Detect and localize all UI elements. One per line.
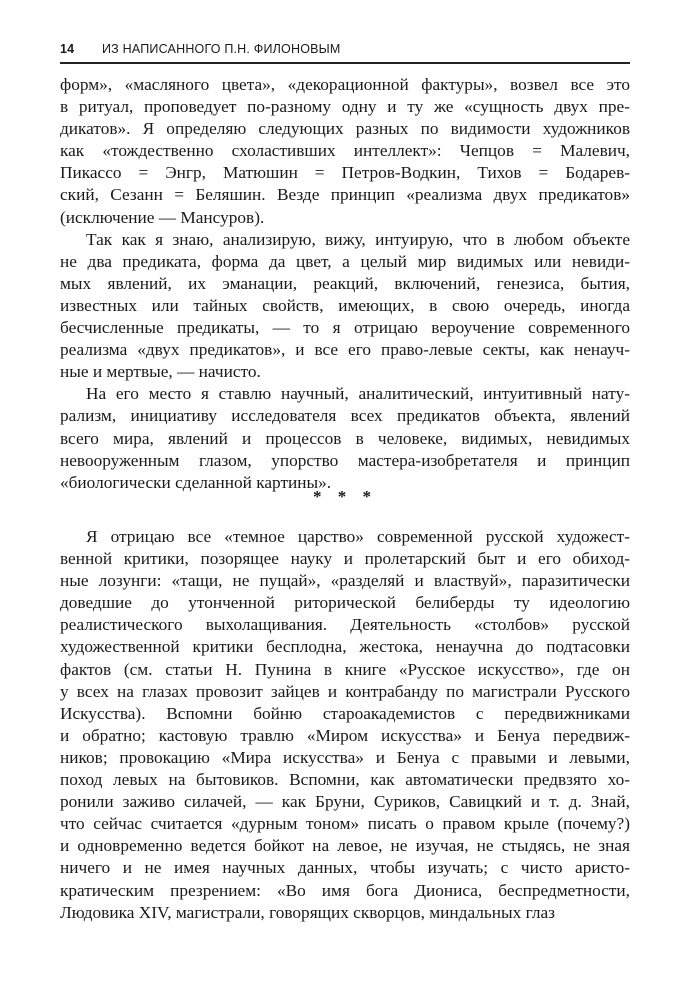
text-line: ные и мертвые, — начисто.: [60, 362, 261, 382]
text-line: мых явлений, их эманации, реакций, включений, генезиса, бытия,: [60, 273, 630, 293]
text-line: бесчисленные предикаты, — то я отрицаю вероучение современного: [60, 318, 630, 338]
text-line: Искусства). Вспомни бойню староакадемистов с передвижниками: [60, 703, 630, 723]
text-line: На его место я ставлю научный, аналитический, интуитивный нату-: [86, 384, 630, 404]
text-line: художественной критики бесплодна, жестока, ненаучна до подтасовки: [60, 637, 630, 657]
running-title: ИЗ НАПИСАННОГО П.Н. ФИЛОНОВЫМ: [102, 42, 341, 56]
text-line: и одновременно ведется бойкот на левое, не изучая, не стыдясь, не зная: [60, 836, 630, 856]
body-text-top: [60, 74, 630, 494]
text-line: ные лозунги: «тащи, не пущай», «разделяй и властвуй», паразитически: [60, 571, 630, 591]
text-line: ников; провокацию «Мира искусства» и Бенуа с правыми и левыми,: [60, 747, 630, 767]
text-line: доведшие до утонченной риторической белиберды ту идеологию: [60, 593, 630, 613]
section-separator: * * *: [313, 487, 377, 506]
text-line: поход левых на бытовиков. Вспомни, как автоматически предвзято хо-: [60, 770, 630, 790]
text-line: ский, Сезанн = Беляшин. Везде принцип «реализма двух предикатов»: [60, 185, 630, 205]
paragraph: [60, 526, 630, 924]
text-line: фактов (см. статьи Н. Пунина в книге «Русское искусство», где он: [60, 659, 630, 679]
text-line: в ритуал, проповедует по-разному одну и ту же «сущность двух пре-: [60, 97, 630, 117]
text-line: рализм, инициативу исследователя всех предикатов объекта, явлений: [60, 406, 630, 426]
paragraph: [60, 74, 630, 229]
running-header: [60, 38, 630, 60]
text-line: известных или тайных свойств, имеющих, в свою очередь, иногда: [60, 295, 630, 315]
paragraph: [60, 229, 630, 384]
text-line: и обратно; кастовую травлю «Миром искусства» и Бенуа передвиж-: [60, 725, 630, 745]
text-line: невооруженным глазом, упорство мастера-изобретателя и принцип: [60, 450, 630, 470]
page-number: 14: [60, 42, 75, 56]
text-line: Так как я знаю, анализирую, вижу, интуирую, что в любом объекте: [86, 229, 630, 249]
text-line: Я отрицаю все «темное царство» современной русской художест-: [86, 527, 630, 546]
text-line: ронили заживо силачей, — как Бруни, Суриков, Савицкий и т. д. Знай,: [60, 792, 630, 812]
text-line: всего мира, явлений и процессов в человеке, видимых, невидимых: [60, 428, 630, 448]
body-text-bottom: [60, 526, 630, 924]
text-line: что сейчас считается «дурным тоном» писать о правом крыле (почему?): [60, 814, 630, 834]
text-line: не два предиката, форма да цвет, а целый мир видимых или невиди-: [60, 251, 630, 271]
text-line: реалистического выхолащивания. Деятельность «столбов» русской: [60, 615, 630, 635]
paragraph: [60, 383, 630, 493]
header-rule: [60, 62, 630, 64]
text-line: реализма «двух предикатов», и все его право-левые секты, как ненауч-: [60, 340, 630, 360]
text-line: Людовика XIV, магистрали, говорящих скворцов, миндальных глаз: [60, 902, 555, 922]
text-line: кратическим презрением: «Во имя бога Диониса, беспредметности,: [60, 880, 630, 900]
text-line: у всех на глазах провозит зайцев и контрабанду по магистрали Русского: [60, 681, 630, 701]
text-line: ничего и не имея научных данных, чтобы изучать; с чисто аристо-: [60, 858, 630, 878]
text-line: дикатов». Я определяю следующих разных по видимости художников: [60, 119, 630, 139]
text-line: форм», «масляного цвета», «декорационной фактуры», возвел все это: [60, 75, 630, 94]
text-line: венной критики, позорящее науку и пролетарский быт и его обиход-: [60, 549, 630, 569]
text-line: как «тождественно схоластивших интеллект»: Чепцов = Малевич,: [60, 141, 630, 161]
text-line: (исключение — Мансуров).: [60, 207, 265, 227]
text-line: Пикассо = Энгр, Матюшин = Петров-Водкин, Тихов = Бодарев-: [60, 163, 630, 183]
text-line: «биологически сделанной картины».: [60, 472, 332, 492]
